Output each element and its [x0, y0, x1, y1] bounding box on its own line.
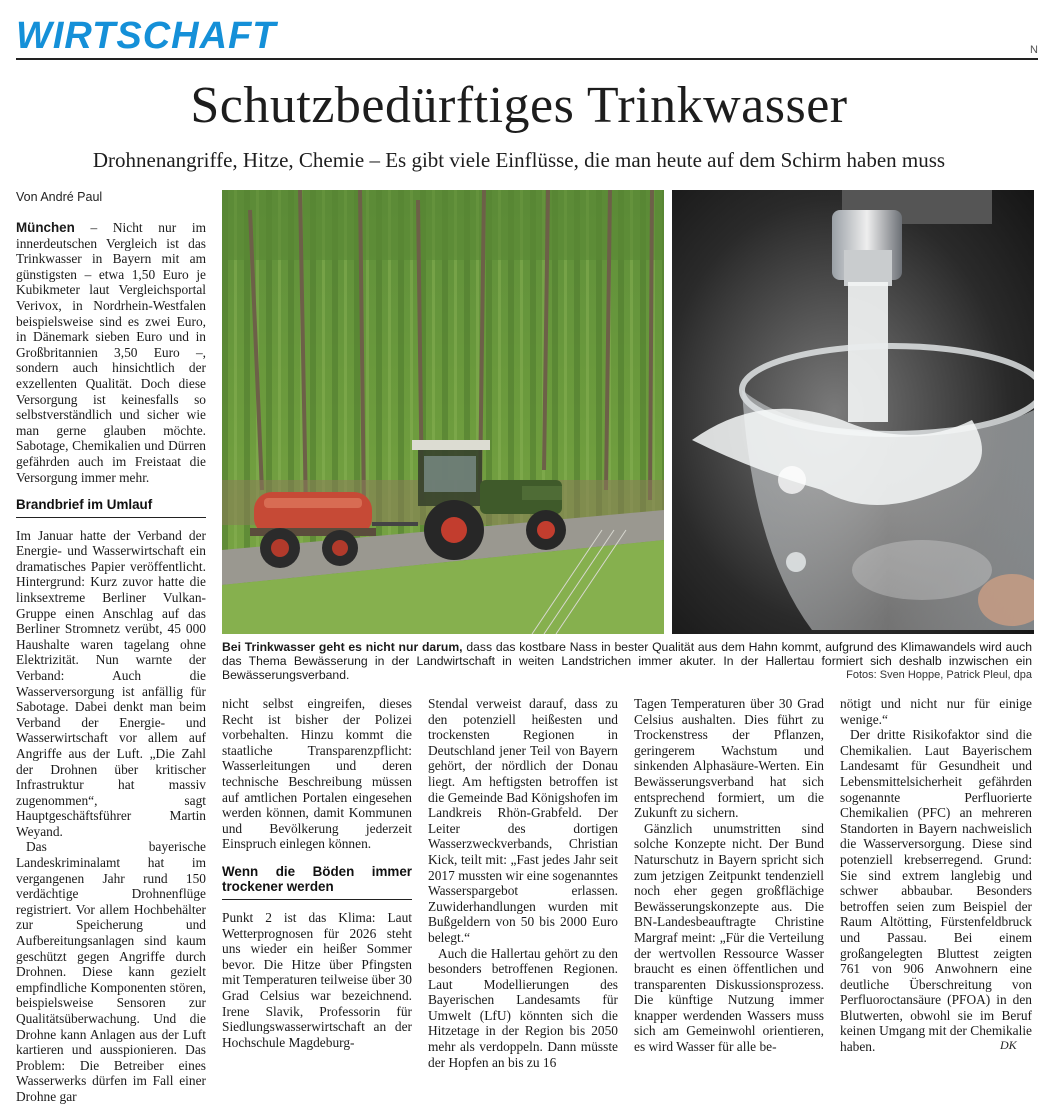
lead-paragraph: – Nicht nur im innerdeutschen Vergleich ist das Trinkwasser in Bayern mit am günstigsten – etwa 1,50 Euro je Kubikmeter laut Vergleichsportal Verivox, in Nordrhein-Westfalen beispielsweise sind es zwei Euro, in Dänemark sieben Euro und in Großbritannien 3,50 Euro –, sondern auch hinsichtlich der exzellenten Qualität. Doch diese Versorgung ist keinesfalls so selbstverständlich und sicher wie man gerne glauben möchte. Sabotage, Chemikalien und Dürren gefährden auch im Freistaat die Versorgung immer mehr. — [16, 220, 206, 485]
water-glass-image — [672, 190, 1034, 634]
article-column-4 — [634, 696, 824, 1055]
paragraph: Im Januar hatte der Verband der Energie- und Wasserwirtschaft ein dramatisches Papier veröffentlicht. Hintergrund: Kurz zuvor hatte die linksextreme Berliner Vulkan-Gruppe einen Anschlag auf das Berliner Stromnetz verübt, 45 000 Haushalte waren tagelang ohne Elektrizität. Nun warnte der Verband: Auch die Wasserversorgung ist anfällig für Sabotage. Dabei denkt man beim Verband der Energie- und Wasserwirtschaft vor allem auf Angriffe aus der Luft. „Die Zahl der Drohnen über kritischer Infrastruktur hat massiv zugenommen“, sagt Hauptgeschäftsführer Martin Weyand. — [16, 527, 206, 839]
paragraph: nicht selbst eingreifen, dieses Recht ist bisher der Polizei vorbehalten. Hinzu kommt die staatliche Transparenzpflicht: Wasserleitungen und deren technische Beschreibung müssen auf amtlichen Portalen eingesehen werden können, damit Kommunen und Bevölkerung jederzeit Einspruch einlegen können. — [222, 696, 412, 852]
photo-credit: Fotos: Sven Hoppe, Patrick Pleul, dpa — [846, 669, 1032, 681]
paragraph: Der dritte Risikofaktor sind die Chemikalien. Laut Bayerischem Landesamt für Gesundheit und Lebensmittelsicherheit gefährden sogenannte Perfluorierte Chemikalien (PFC) an mehreren Standorten in Bayern nachweislich die Wasserversorgung. Diese sind potenziell krebserregend. Grund: Sie sind extrem langlebig und schwer abbaubar. Besonders betroffen seien zum Beispiel der Raum Altötting, Fürstenfeldbruck und Passau. Bei einem großangelegten Bluttest zeigten 761 von 906 Anwohnern eine deutliche Überschreitung von Perfluoroctansäure (PFOA) in den Blutwerten, obwohl sie im Beruf keinen Umgang mit der Chemikalie haben. — [840, 727, 1032, 1055]
subheadline: Drohnenangriffe, Hitze, Chemie – Es gibt viele Einflüsse, die man heute auf dem Schirm haben muss — [92, 148, 946, 172]
paragraph: Punkt 2 ist das Klima: Laut Wetterprognosen für 2026 steht uns wieder ein heißer Sommer bevor. Die Hitze über Pfingsten mit Temperaturen teilweise über 30 Grad Celsius war bezeichnend. Irene Slavik, Professorin für Siedlungswasserwirtschaft an der Hochschule Magdeburg- — [222, 909, 412, 1050]
subtitle-boeden: Wenn die Böden immer trockener werden — [222, 864, 412, 900]
photo-tractor-hop-field — [222, 190, 664, 634]
paragraph: Gänzlich unumstritten sind solche Konzepte nicht. Der Bund Naturschutz in Bayern spricht sich zum jetzigen Zeitpunkt tendenziell noch eher gegen großflächige Bewässerungskonzepte aus. Die BN-Landesbeauftragte Christine Margraf meint: „Für die Verteilung der wertvollen Ressource Wasser braucht es einen öffentlichen und transparenten Diskussionsprozess. Die künftige Nutzung immer knapper werdenden Wassers muss sich am Gemeinwohl orientieren, es wird Wasser für alle be- — [634, 820, 824, 1055]
caption-text: dass das kostbare Nass in bester Qualität aus dem Hahn kommt, aufgrund des Klimawandels wird auch das Thema Bewässerung in der Landwirtschaft in weiten Landstrichen immer akuter. In der Hallertau formiert sich deshalb inzwischen ein Bewässerungsverband. — [222, 640, 1032, 682]
tractor-hop-field-image — [222, 190, 664, 634]
dateline: München — [16, 220, 75, 235]
byline: Von André Paul — [16, 190, 103, 204]
photo-water-glass — [672, 190, 1034, 634]
page-marker: N — [1030, 44, 1038, 56]
article-column-2 — [222, 696, 412, 1050]
caption-lead: Bei Trinkwasser geht es nicht nur darum, — [222, 640, 463, 654]
author-tag: DK — [1000, 1038, 1017, 1052]
paragraph: Das bayerische Landeskriminalamt hat im vergangenen Jahr rund 150 verdächtige Drohnenflüge registriert. Vor allem Hochbehälter zur Speicherung und Aufbereitungsanlagen sind kaum geschützt gegen Angriffe durch Drohnen. Diese kann gezielt empfindliche Komponenten stören, beispielsweise Sensoren zur Qualitätsüberwachung. Und die Drohne kann Anlagen aus der Luft kartieren und ausspionieren. Das Problem: Die Betreiber eines Wasserwerks dürfen im Fall einer Drohne gar — [16, 839, 206, 1104]
section-title: WIRTSCHAFT — [16, 15, 277, 57]
paragraph: Stendal verweist darauf, dass zu den potenziell heißesten und trockensten Regionen in Deutschland jener Teil von Bayern gehört, der nördlich der Donau liegt. Am heftigsten betroffen ist die Gemeinde Bad Königshofen im Landkreis Rhön-Grabfeld. Der Leiter des dortigen Wasserzweckverbands, Christian Kick, teilt mit: „Fast jedes Jahr seit 2017 mussten wir eine sogenanntes Wasserspargebot erlassen. Zuwiderhandlungen wurden mit Bußgeldern von 50 bis 2000 Euro belegt.“ — [428, 696, 618, 945]
headline: Schutzbedürftiges Trinkwasser — [190, 77, 848, 134]
article-column-5 — [840, 696, 1032, 1055]
subtitle-brandbrief: Brandbrief im Umlauf — [16, 497, 206, 518]
paragraph: Auch die Hallertau gehört zu den besonders betroffenen Regionen. Laut Modellierungen des Bayerischen Landesamts für Umwelt (LfU) könnten sich die Hitzetage in der Region bis 2050 mehr als verdoppeln. Dann müsste der Hopfen an bis zu 16 — [428, 945, 618, 1070]
article-column-3 — [428, 696, 618, 1070]
article-column-1 — [16, 220, 206, 1105]
paragraph: nötigt und nicht nur für einige wenige.“ — [840, 696, 1032, 727]
paragraph: Tagen Temperaturen über 30 Grad Celsius aushalten. Dies führt zu Trockenstress der Pflanzen, geringerem Wachstum und sinkenden Alphasäure-Werten. Ein Bewässerungsverband hat sich entsprechend formiert, um die Zukunft zu sichern. — [634, 696, 824, 821]
header-rule — [16, 58, 1038, 60]
